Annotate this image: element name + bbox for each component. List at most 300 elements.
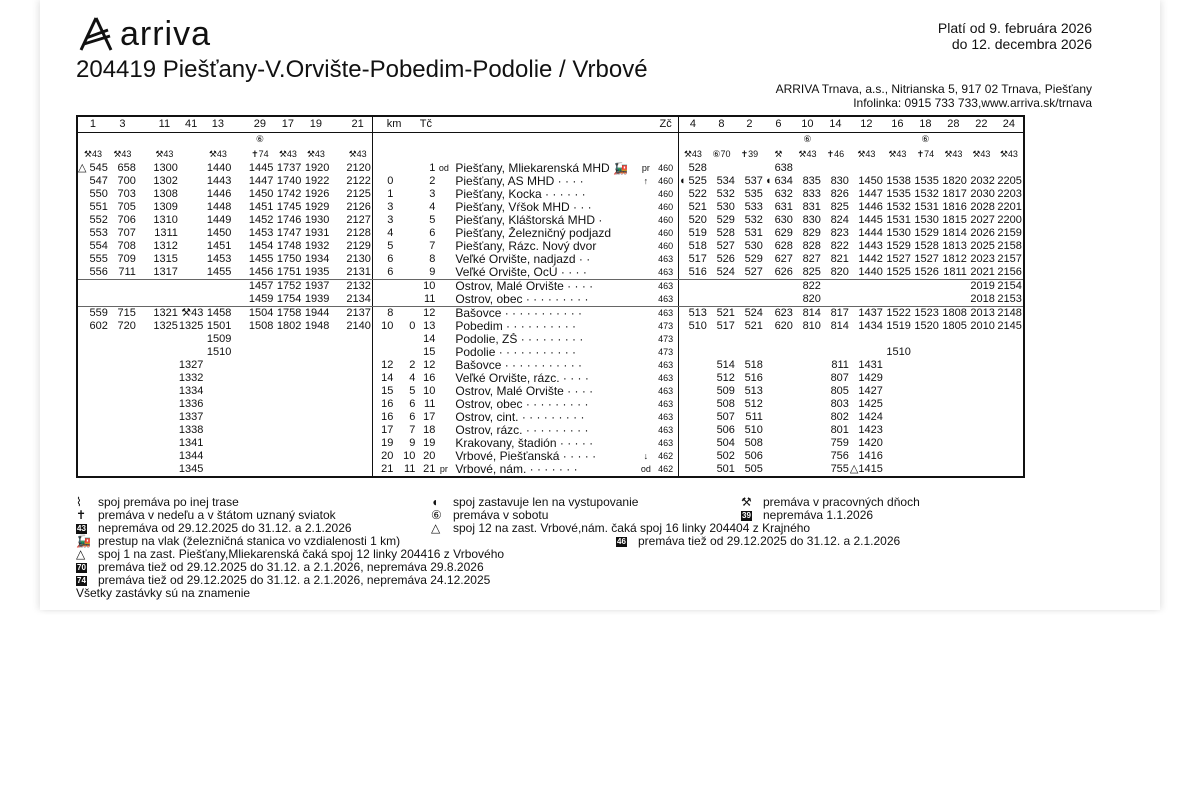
departure-time: 820 [822,266,850,280]
trip-symbol [151,133,179,147]
trip-symbol [678,133,708,147]
departure-time: 556 [77,266,109,280]
zone-number: 463 [654,253,678,266]
departure-time [137,320,151,333]
zone-number: 462 [654,450,678,463]
departure-time: 1808 [942,307,967,319]
direction-mark [638,266,654,280]
zone-number: 463 [654,398,678,411]
table-row [77,463,1024,477]
departure-time [344,372,372,385]
departure-time [330,437,344,450]
stop-name: Piešťany, Železničný podjazd [455,227,612,240]
direction-mark: pr [439,464,448,474]
zone-number: 463 [654,293,678,307]
departure-time: 2013 [970,307,995,319]
trip-symbol [736,133,764,147]
departure-time: 1425 [858,398,883,410]
departure-time: 1448 [206,201,232,213]
km-value [372,293,394,307]
departure-time: 658 [117,162,136,174]
departure-time [232,385,246,398]
departure-time: 1332 [178,372,204,384]
legend-symbol: ◖ [431,495,439,509]
departure-time: 1802 [276,320,302,332]
direction-mark [436,240,452,253]
departure-time: 510 [744,424,763,436]
departure-time [884,333,912,346]
symbol-spacer [372,146,678,162]
departure-time [77,372,109,385]
departure-time [708,346,736,359]
table-row [77,411,1024,424]
departure-time [330,424,344,437]
departure-time [274,385,302,398]
departure-time [137,333,151,346]
km-value [394,188,416,201]
departure-time [274,411,302,424]
departure-time: 1455 [248,253,274,265]
departure-time: 1529 [886,240,911,252]
departure-time [151,424,179,437]
departure-time [137,372,151,385]
departure-time [109,346,137,359]
trip-symbol: ⚒43 [306,148,325,159]
trip-symbol [884,133,912,147]
table-row [77,424,1024,437]
km-value: 16 [372,411,394,424]
zone-number: 463 [654,437,678,450]
departure-time [678,333,708,346]
direction-mark: od [640,464,651,474]
departure-time: 1508 [248,320,274,332]
direction-mark [436,372,452,385]
departure-time: 1737 [276,162,302,174]
departure-time: 518 [744,359,763,371]
departure-time [330,240,344,253]
trip-symbol [344,133,372,147]
departure-time [302,437,330,450]
trip-symbol: ⚒43 [972,148,991,159]
km-value [394,333,416,346]
departure-time: 709 [117,253,136,265]
departure-time [246,385,274,398]
departure-time: 1531 [914,201,939,213]
departure-time [232,227,246,240]
km-value: 3 [372,201,394,214]
direction-mark [436,359,452,372]
departure-time [330,372,344,385]
stop-number: 14 [423,333,436,345]
departure-time [137,463,151,477]
operator-infoline: Infolinka: 0915 733 733,www.arriva.sk/trnava [853,96,1092,110]
departure-time: 715 [117,307,136,319]
direction-mark [638,346,654,359]
departure-time [179,346,204,359]
departure-time: 2200 [997,214,1022,226]
table-row [77,437,1024,450]
direction-mark [436,424,452,437]
km-value: 10 [372,320,394,333]
departure-time [822,162,850,175]
departure-time: 1445 [858,214,883,226]
departure-time [232,214,246,227]
departure-time: 638 [774,162,793,174]
departure-time: 524 [708,266,736,280]
departure-time [678,346,708,359]
departure-time: 1453 [206,253,232,265]
departure-time [232,266,246,280]
departure-time [764,346,794,359]
departure-time: 602 [89,320,108,332]
direction-mark [638,227,654,240]
departure-time [708,162,736,175]
departure-time: 811 [831,359,849,371]
direction-mark [638,320,654,333]
direction-mark [436,280,452,294]
departure-time: 526 [716,253,735,265]
departure-time [850,162,884,175]
departure-time: 547 [89,175,108,187]
departure-time: 835 [802,175,821,187]
departure-time [678,411,708,424]
departure-time: 1528 [914,240,939,252]
departure-time [232,280,246,294]
departure-time: 1451 [206,240,232,252]
departure-time: 2127 [346,214,371,226]
departure-time: 720 [117,320,136,332]
departure-time: 1315 [153,253,178,265]
table-row [77,280,1024,294]
departure-time [764,450,794,463]
stop-number: 9 [416,266,436,280]
departure-time [330,411,344,424]
table-row [77,188,1024,201]
departure-time [968,398,996,411]
departure-time [764,398,794,411]
departure-time [232,307,246,321]
km-value [394,280,416,294]
trip-number: 22 [968,116,996,133]
trip-symbol: ⚒43 [999,148,1018,159]
legend-badge [741,509,763,522]
stop-number: 12 [423,359,436,371]
departure-time: 1459 [246,293,274,307]
departure-time: 1935 [302,266,330,280]
departure-time [940,411,968,424]
departure-time [179,201,204,214]
legend-symbol: △ [76,547,86,561]
departure-time: 827 [802,253,821,265]
departure-time [151,437,179,450]
departure-time [996,372,1024,385]
departure-time: 531 [744,227,763,239]
departure-time [232,398,246,411]
badge-icon: 70 [77,563,86,572]
departure-time [151,359,179,372]
departure-time [109,424,137,437]
trip-number: 16 [884,116,912,133]
legend-text: premáva v pracovných dňoch [763,495,920,509]
stop-name: Piešťany, Vŕšok MHD · · · [455,201,592,214]
departure-time [344,463,372,477]
departure-time: 1526 [912,266,940,280]
departure-time [344,359,372,372]
direction-mark [638,280,654,294]
trip-symbol: ⑥ [803,134,812,144]
departure-time [822,346,850,359]
departure-time: 2030 [970,188,995,200]
km-value: 3 [372,214,394,227]
stop-name: Veľké Orvište, nadjazd · · [455,253,591,266]
stop-name: Ostrov, cint. · · · · · · · · · [455,411,585,424]
direction-mark [638,385,654,398]
departure-time: 517 [716,320,735,332]
departure-time [912,385,940,398]
departure-time: 1423 [858,424,883,436]
legend-item [741,509,873,522]
trip-symbol: ⚒43 [208,148,227,159]
departure-time [77,411,109,424]
departure-time [232,188,246,201]
departure-time [996,411,1024,424]
stop-number: 17 [423,411,436,423]
stop-number: 2 [429,175,436,187]
trip-symbol: ✝39 [740,148,759,159]
departure-time: 814 [830,320,849,332]
legend-text: premáva tiež od 29.12.2025 do 31.12. a 2.1.2026, nepremáva 29.8.2026 [98,560,484,574]
departure-time [330,214,344,227]
departure-time [940,162,968,175]
departure-time: 1300 [153,162,178,174]
trip-symbol [330,133,344,147]
departure-time: 632 [774,188,793,200]
departure-time: 1452 [248,214,274,226]
departure-time: 1532 [914,188,939,200]
departure-time: 534 [716,175,735,187]
departure-time: 1321 [153,307,178,319]
departure-time [302,385,330,398]
km-value: 11 [403,463,416,475]
departure-time: 1446 [206,188,232,200]
table-row [77,162,1024,175]
departure-time: 2156 [997,266,1022,278]
departure-time: 521 [688,201,707,213]
departure-time [109,450,137,463]
trip-symbol: ⚒ [774,148,783,159]
departure-time: 1311 [154,227,178,239]
departure-time [996,359,1024,372]
departure-time: 1812 [942,253,967,265]
departure-time: 1453 [248,227,274,239]
trip-symbol: ⚒43 [348,148,367,159]
departure-time [232,175,246,188]
departure-time [850,280,884,294]
trip-symbol: ✝74 [916,148,935,159]
departure-time: 2134 [344,293,372,307]
departure-time [204,398,232,411]
departure-time [884,398,912,411]
departure-time [330,162,344,175]
operator-info [776,82,1092,110]
departure-time [794,333,822,346]
departure-time: 830 [802,214,821,226]
departure-time: 530 [716,201,735,213]
km-value: 4 [372,227,394,240]
stop-number: 10 [423,280,436,292]
trip-symbol [137,146,151,162]
departure-time: 2021 [968,266,996,280]
departure-time [996,450,1024,463]
departure-time [137,346,151,359]
departure-time: 1504 [248,307,274,319]
departure-time [232,463,246,477]
departure-time: 2130 [346,253,371,265]
departure-time [678,463,708,477]
zone-number: 462 [654,463,678,477]
departure-time: 803 [830,398,849,410]
stop-name: Vrbové, nám. · · · · · · · [455,463,578,476]
departure-time [232,162,246,175]
departure-time [330,333,344,346]
departure-time [274,463,302,477]
trip-number [137,116,151,133]
departure-time [940,333,968,346]
stop-name: Piešťany, Mliekarenská MHD 🚂 [455,162,628,175]
departure-time: 1509 [206,333,232,345]
trip-symbol [179,133,204,147]
table-row [77,227,1024,240]
departure-time [179,188,204,201]
departure-time [912,346,940,359]
departure-time: 1747 [276,227,302,239]
departure-time [330,280,344,294]
departure-time [912,162,940,175]
departure-time [736,333,764,346]
legend-badge [616,535,638,548]
departure-time [764,280,794,294]
departure-time [274,437,302,450]
departure-time [232,437,246,450]
direction-mark [638,188,654,201]
trip-number: 1 [77,116,109,133]
departure-time [246,424,274,437]
departure-time [884,280,912,294]
badge-icon: 43 [77,524,86,533]
km-value: 5 [372,240,394,253]
departure-time [77,333,109,346]
departure-time [151,280,179,294]
departure-time: 805 [830,385,849,397]
departure-time [232,411,246,424]
departure-time [940,385,968,398]
departure-time: 2126 [346,201,371,213]
trip-symbol: ⚒43 [888,148,907,159]
departure-time: 826 [830,188,849,200]
departure-time: 1456 [246,266,274,280]
stop-name: Ostrov, Malé Orvište · · · · [455,279,594,293]
departure-time: 517 [688,253,707,265]
departure-time [137,188,151,201]
legend-text: Všetky zastávky sú na znamenie [76,586,251,600]
direction-mark: od [438,163,449,173]
departure-time [764,437,794,450]
zone-number: 473 [654,320,678,333]
zone-number: 460 [654,175,678,188]
legend-text: premáva tiež od 29.12.2025 do 31.12. a 2.1.2026, nepremáva 24.12.2025 [98,573,491,587]
departure-time [996,398,1024,411]
trip-number [232,116,246,133]
departure-time [912,359,940,372]
timetable [76,115,1025,478]
direction-mark [638,359,654,372]
km-header: km [372,116,416,133]
departure-time: ◖ 634 [764,175,793,187]
departure-time [708,333,736,346]
departure-time: 2148 [997,307,1022,319]
departure-time [678,280,708,294]
departure-time: 1310 [153,214,178,226]
departure-time: 822 [802,280,821,292]
km-value: 1 [372,188,394,201]
departure-time: 513 [688,307,707,319]
departure-time [996,346,1024,359]
departure-time [996,333,1024,346]
km-value: 10 [403,450,416,462]
table-row [77,450,1024,463]
departure-time [794,450,822,463]
trip-symbol [109,133,137,147]
departure-time [344,437,372,450]
departure-time: 532 [716,188,735,200]
direction-mark [436,333,452,346]
stop-name: Podolie · · · · · · · · · · · [455,346,577,359]
departure-time [330,293,344,307]
departure-time [204,359,232,372]
trip-symbol [708,133,736,147]
departure-time: 817 [830,307,849,319]
km-value: 2 [409,359,416,371]
departure-time: 2158 [997,240,1022,252]
departure-time [109,333,137,346]
departure-time [884,437,912,450]
departure-time: 823 [830,227,849,239]
departure-time [884,450,912,463]
departure-time [764,359,794,372]
departure-time: 2159 [997,227,1022,239]
direction-mark [436,437,452,450]
departure-time [330,450,344,463]
departure-time [246,398,274,411]
departure-time [302,463,330,477]
departure-time: 553 [89,227,108,239]
departure-time [302,450,330,463]
departure-time [151,463,179,477]
stop-number: 3 [429,188,436,200]
departure-time [912,424,940,437]
trip-number [330,116,344,133]
route-title: 204419 Piešťany-V.Orvište-Pobedim-Podolie / Vrbové [76,56,648,83]
departure-time [137,424,151,437]
departure-time: 2153 [997,293,1022,305]
departure-time: 1529 [914,227,939,239]
direction-mark [638,333,654,346]
departure-time [344,398,372,411]
trip-symbol [274,133,302,147]
departure-time: 518 [688,240,707,252]
departure-time: 501 [716,463,735,475]
departure-time: 550 [89,188,108,200]
